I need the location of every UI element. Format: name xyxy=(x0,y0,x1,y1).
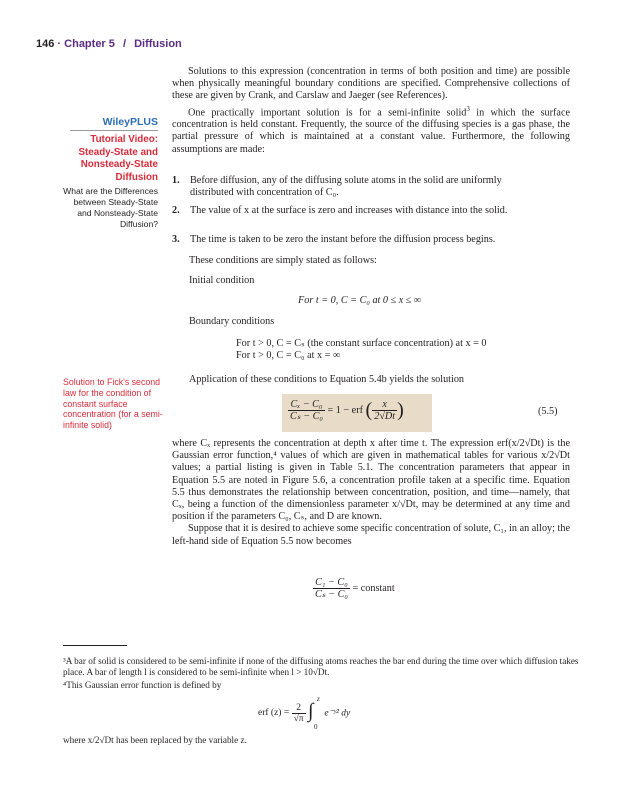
eq55-close-paren: ) xyxy=(397,399,404,421)
list-text: The value of x at the surface is zero and increases with distance into the solid. xyxy=(190,205,508,216)
erf-coef-numerator: 2 xyxy=(292,703,306,714)
eq55-lhs-numerator: Cₓ − C₀ xyxy=(288,399,325,411)
erf-upper-limit: z xyxy=(316,695,320,703)
paragraph-4: Suppose that it is desired to achieve some specific concentration of solute, C₁, in an alloy; the left-hand side of Equation 5.5 now becomes xyxy=(172,523,570,547)
section-label: Diffusion xyxy=(134,38,182,50)
eq-c1-fraction xyxy=(313,577,350,600)
paragraph-solutions xyxy=(172,66,570,156)
footnote-rule xyxy=(63,645,127,646)
eq-c1-numerator: C₁ − C₀ xyxy=(313,577,350,589)
list-item xyxy=(172,234,572,246)
eq55-arg-fraction xyxy=(372,399,397,422)
list-number: 2. xyxy=(172,205,180,216)
tutorial-question: What are the Differences between Steady-State and Nonsteady-State Diffusion? xyxy=(63,186,158,229)
equation-5-5 xyxy=(288,399,404,422)
erf-integrand: e⁻ʸ² dy xyxy=(324,708,351,719)
wileyplus-label: WileyPLUS xyxy=(70,116,158,131)
tutorial-video-link[interactable]: Tutorial Video: Steady-State and Nonsteady-State Diffusion xyxy=(78,134,158,183)
initial-condition-label: Initial condition xyxy=(189,275,255,286)
footnote-3: ³A bar of solid is considered to be semi-infinite if none of the diffusing atoms reaches the bar end during the time over which diffusion takes place. A bar of length l is considered to be semi-infinite when l > 10√Dt. xyxy=(63,656,579,678)
erf-definition xyxy=(258,695,351,731)
page-number: 146 xyxy=(36,38,55,50)
footnote-tail: where x/2√Dt has been replaced by the variable z. xyxy=(63,735,247,745)
eq55-arg-denominator: 2√Dt xyxy=(374,411,396,422)
running-header xyxy=(36,38,182,50)
list-item xyxy=(172,205,572,217)
erf-lhs: erf (z) = xyxy=(258,708,290,718)
paragraph-3: where Cₓ represents the concentration at depth x after time t. The expression erf(x/2√Dt) is the Gaussian error function,⁴ values of which are given in mathematical tables for various x/2√Dt values; a partial listing is given in Table 5.1. The concentration parameters that appear in Equation 5.5 are noted in Figure 5.6, a concentration profile taken at a specific time. Equation 5.5 thus demonstrates the relationship between concentration, position, and time—namely, that Cₓ, being a function of the dimensionless parameter x/√Dt, may be determined at any time and position if the parameters C₀, Cₛ, and D are known. xyxy=(172,438,570,523)
erf-integral xyxy=(307,695,322,731)
p2-text-b: in which the surface concentration is held constant. Frequently, the source of the diffusing species is a gas phase, the partial pressure of which is maintained at a constant value. Furthermore, the following assumptions are made: xyxy=(172,107,570,155)
boundary-equation-1: For t > 0, C = Cₛ (the constant surface concentration) at x = 0 xyxy=(236,338,487,349)
eq-c1-denominator: Cₛ − C₀ xyxy=(315,589,348,600)
paragraph-2 xyxy=(172,103,570,156)
equation-c1 xyxy=(313,577,395,600)
boundary-equation-2: For t > 0, C = C₀ at x = ∞ xyxy=(236,350,341,361)
list-number: 3. xyxy=(172,234,180,245)
list-text: The time is taken to be zero the instant before the diffusion process begins. xyxy=(190,234,496,245)
equation-number: (5.5) xyxy=(538,406,558,417)
erf-lower-limit: 0 xyxy=(313,723,318,731)
list-number: 1. xyxy=(172,175,180,186)
eq55-lhs-fraction xyxy=(288,399,325,422)
eq-c1-rhs: = constant xyxy=(352,582,395,594)
header-bullet: · xyxy=(57,38,65,50)
list-item xyxy=(172,175,572,199)
p2-text-a: One practically important solution is for a semi-infinite solid xyxy=(188,107,467,118)
footnote-ref-3: 3 xyxy=(466,104,470,113)
chapter-label: Chapter 5 xyxy=(64,38,115,50)
header-separator: / xyxy=(122,38,127,50)
list-text: Before diffusion, any of the diffusing solute atoms in the solid are uniformly distributed with concentration of C₀. xyxy=(190,175,502,199)
erf-coef-denominator: √π xyxy=(293,713,304,724)
eq55-arg-numerator: x xyxy=(372,399,397,411)
conditions-intro: These conditions are simply stated as follows: xyxy=(189,255,377,266)
eq55-open-paren: ( xyxy=(365,399,373,421)
erf-coefficient xyxy=(292,703,306,724)
boundary-conditions-label: Boundary conditions xyxy=(189,316,275,327)
initial-condition-equation: For t = 0, C = C₀ at 0 ≤ x ≤ ∞ xyxy=(298,295,422,306)
paragraph-1: Solutions to this expression (concentration in terms of both position and time) are possible when physically meaningful boundary conditions are specified. Comprehensive collections of these are given by Crank, and Carslaw and Jaeger (see References). xyxy=(172,66,570,102)
margin-note: Solution to Fick's second law for the condition of constant surface concentration (for a semi-infinite solid) xyxy=(63,377,163,431)
eq55-middle: = 1 − erf xyxy=(327,404,363,416)
paragraph-explanation xyxy=(172,438,570,548)
erf-integral-sign: ∫ xyxy=(307,700,314,722)
eq55-lhs-denominator: Cₛ − C₀ xyxy=(290,411,323,422)
footnote-4: ⁴This Gaussian error function is defined by xyxy=(63,680,222,690)
application-sentence: Application of these conditions to Equation 5.4b yields the solution xyxy=(189,374,465,385)
